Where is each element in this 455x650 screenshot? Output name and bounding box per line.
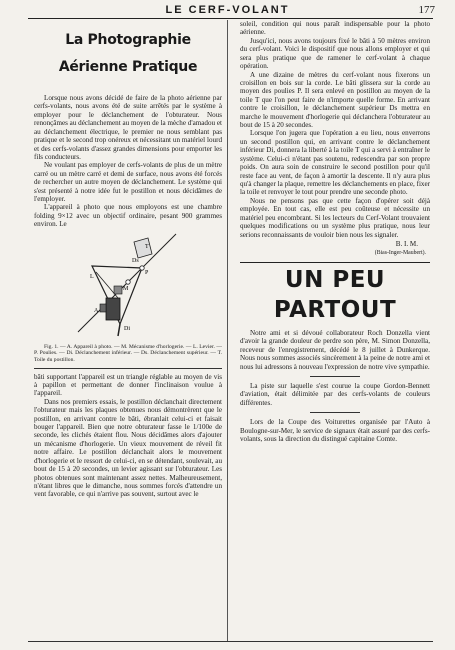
- paragraph: Notre ami et si dévoué collaborateur Roch Donzella vient d'avoir la grande douleur de perdre son père, M. Simon Donzella, receveur de l'enregistrement, décédé le 8 juillet à Dunkerque. Nous nous sommes associés sincèrement à la peine de notre ami et nous lui adressons à nouveau l'expression de notre vive sympathie.: [240, 328, 430, 371]
- paragraph: Jusqu'ici, nous avons toujours fixé le bâti à 50 mètres environ du cerf-volant. Voici le dispositif que nous allons employer et qui sera plus pratique que de ramener le cerf-volant à chaque opération.: [240, 36, 430, 71]
- pulley-icon: [140, 266, 144, 270]
- postillon-cloth: [134, 238, 152, 258]
- label-p: P: [145, 269, 149, 276]
- separator: [310, 412, 360, 413]
- footer-rule: [28, 641, 433, 642]
- left-column: [34, 22, 222, 499]
- paragraph: Dans nos premiers essais, le postillon déclanchait directement l'obturateur mais les plaques obtenues nous démontrèrent que le postillon, en arrivant contre le bâti, ébranlait celui-ci et faisait bouger l'appareil. Bien que notre obturateur fasse le 1/100e de seconde, les clichés étaient flou. Nous décidâmes alors d'ajouter un mécanisme d'horlogerie. Un vieux mouvement de réveil fit notre affaire. Le postillon déclanchait alors le mouvement d'horlogerie et le ressort de celui-ci, en se détendant, soulevait, au bout de 15 à 20 secondes, un levier agissant sur l'obturateur. Les photos obtenues sont maintenant assez nettes. Malheureusement, n'étant libres que le dimanche, nous sommes forcés d'attendre un vent favorable, ce qui n'arrive pas souvent, surtout avec le: [34, 397, 222, 499]
- figure-caption: Fig. 1. — A. Appareil à photo. — M. Mécanisme d'horlogerie. — L. Levier. — P. Poulies. — Di. Déclanchement inférieur. — Ds. Déclanchement supérieur. — T. Toile du postillon.: [34, 343, 222, 363]
- label-m: M: [123, 285, 129, 292]
- paragraph: bâti supportant l'appareil est un triangle réglable au moyen de vis à papillon et permettant de donner l'inclinaison voulue à l'appareil.: [34, 372, 222, 398]
- header-rule: [28, 18, 433, 19]
- rig-illustration: [72, 232, 182, 342]
- paragraph: La piste sur laquelle s'est courue la coupe Gordon-Bennett d'aviation, était délimitée par des cerfs-volants de couleurs différentes.: [240, 381, 430, 407]
- lever: [96, 272, 118, 298]
- frame-stem: [118, 324, 120, 336]
- signature-sub: (Bias-Inger-Maubert).: [374, 250, 426, 257]
- paragraph: Nous ne pensons pas que cette façon d'opérer soit déjà employée. En tout cas, elle est peu coûteuse et nécessite un matériel peu encombrant. Si les lecteurs du Cerf-Volant trouvaient quelques modifications ou un système plus pratique, nous leur serions reconnaissants de vouloir bien nous les signaler.: [240, 196, 430, 239]
- pulley-icon: [126, 280, 130, 284]
- column-divider: [227, 20, 228, 642]
- label-t: T: [145, 243, 149, 250]
- paragraph: Lorsque nous avons décidé de faire de la photo aérienne par cerfs-volants, nous avons été de suite arrêtés par le système à employer pour le déclanchement de l'obturateur. Nous renonçâmes au déclanchement au moyen de la mèche d'amadou et au déclanchement électrique, le premier ne nous semblant pas pratique et le second trop onéreux et nécessitant un matériel lourd et des cerfs-volants d'assez grandes dimensions pour emporter les fils conducteurs.: [34, 94, 222, 161]
- label-ds: Ds: [132, 257, 139, 264]
- paragraph: A une dizaine de mètres du cerf-volant nous fixerons un croisillon en bois sur la corde. Le bâti glissera sur la corde au moyen des poulies P. Il sera enlevé en postillon au moyen de la toile T que l'on peut faire de n'importe quelle forme. En arrivant contre le croisillon, le déclanchement supérieur Ds mettra en marche le mouvement d'horlogerie qui déclanchera l'obturateur au bout de 15 à 20 secondes.: [240, 70, 430, 130]
- camera-lens: [100, 304, 106, 312]
- paragraph: Lors de la Coupe des Voiturettes organisée par l'Auto à Boulogne-sur-Mer, le service de signaux était assuré par des cerfs-volants, sous la direction du distingué capitaine Comte.: [240, 418, 430, 444]
- section-title: UN PEU PARTOUT: [273, 266, 397, 323]
- label-di: Di: [124, 325, 130, 332]
- article-title-line1: La Photographie: [65, 32, 191, 48]
- camera-body: [106, 298, 120, 320]
- label-a: A: [94, 307, 99, 314]
- running-header: [0, 0, 455, 22]
- clockwork-mechanism: [114, 286, 122, 294]
- article-title-line2: Aérienne Pratique: [58, 59, 198, 75]
- label-l: L: [90, 273, 94, 280]
- signature: B. I. M.: [395, 239, 418, 248]
- separator: [310, 376, 360, 377]
- page-number: 177: [418, 4, 435, 16]
- paragraph: Ne voulant pas employer de cerfs-volants de plus de un mètre carré ou un mètre carré et demi de surface, nous avons été forcés de rechercher un autre moyen de déclanchement. Le système qui s'est présenté à notre idée fut le postillon et nous décidâmes de l'employer.: [34, 161, 222, 204]
- journal-title: LE CERF-VOLANT: [165, 4, 290, 16]
- right-column: [240, 20, 430, 443]
- section-rule: [240, 262, 430, 263]
- figure-kite-camera-rig: [34, 232, 222, 342]
- caption-rule: [34, 368, 222, 369]
- paragraph: L'appareil à photo que nous employons est une chambre folding 9×12 avec un objectif ordinaire, pesant 900 grammes environ. Le: [34, 203, 222, 229]
- paragraph: soleil, condition qui nous paraît indispensable pour la photo aérienne.: [240, 20, 430, 37]
- paragraph: Lorsque l'on jugera que l'opération a eu lieu, nous enverrons un second postillon qui, en arrivant contre le déclanchement inférieur Di, donnera la liberté à la toile T qui a servi à entraîner le système. Celui-ci n'étant pas soutenu, redescendra par son propre poids. On aura soin de construire le second postillon pour qu'il reste face au vent, de façon à amortir la descente. Il n'y aura plus qu'à changer la plaque, remettre les déclanchements en place, fixer la toile et renvoyer le tout pour prendre une seconde photo.: [240, 129, 430, 197]
